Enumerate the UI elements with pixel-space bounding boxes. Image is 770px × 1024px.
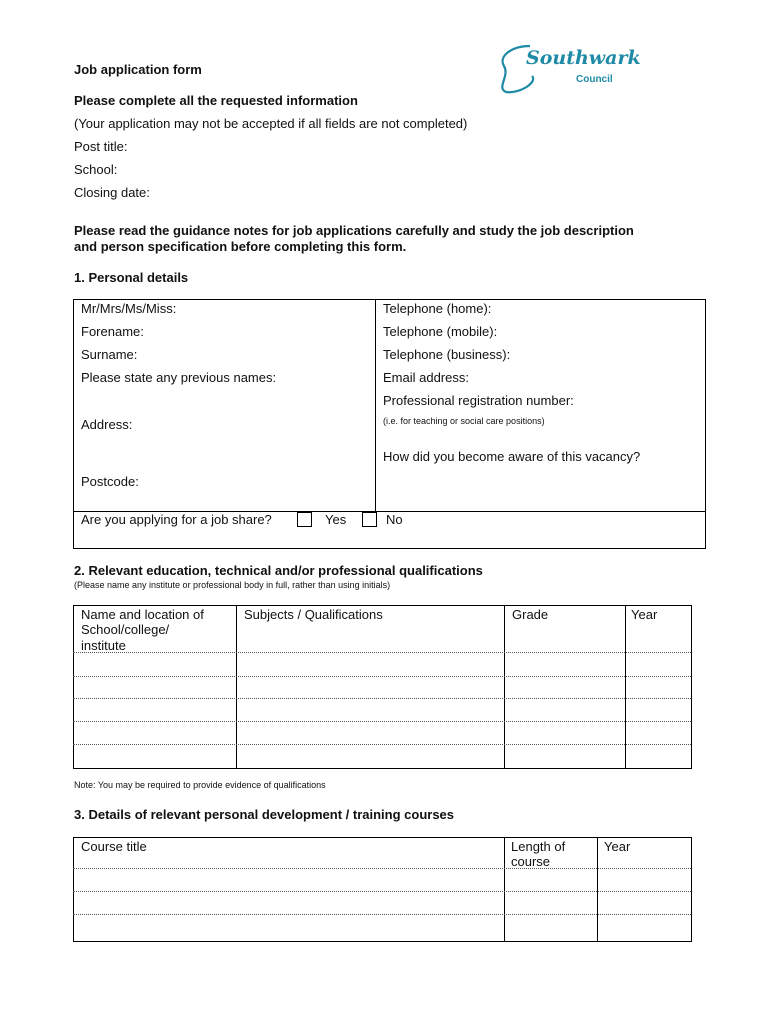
training-col-divider <box>597 837 598 941</box>
qualifications-row-line <box>73 652 691 653</box>
job-share-no-label: No <box>386 512 403 527</box>
training-heading: 3. Details of relevant personal development / training courses <box>74 807 455 822</box>
qualifications-row-line <box>73 721 691 722</box>
course-length-column-header-line1: Length of <box>511 839 566 854</box>
qualifications-row-line <box>73 676 691 677</box>
email-field[interactable]: Email address: <box>383 370 469 385</box>
title-field[interactable]: Mr/Mrs/Ms/Miss: <box>81 301 177 316</box>
job-share-question: Are you applying for a job share? <box>81 512 272 527</box>
institute-column-header-line2: School/college/ <box>81 622 170 637</box>
form-title: Job application form <box>74 62 202 77</box>
forename-field[interactable]: Forename: <box>81 324 144 339</box>
registration-number-field[interactable]: Professional registration number: <box>383 393 574 408</box>
personal-details-heading: 1. Personal details <box>74 270 189 285</box>
qualifications-footnote: Note: You may be required to provide evidence of qualifications <box>74 780 326 790</box>
logo-wordmark: Southwark <box>526 47 641 69</box>
qualifications-row-line <box>73 698 691 699</box>
surname-field[interactable]: Surname: <box>81 347 138 362</box>
completion-note: (Your application may not be accepted if all fields are not completed) <box>74 116 468 131</box>
previous-names-field[interactable]: Please state any previous names: <box>81 370 277 385</box>
postcode-field[interactable]: Postcode: <box>81 474 139 489</box>
job-share-yes-checkbox[interactable] <box>297 512 312 527</box>
telephone-business-field[interactable]: Telephone (business): <box>383 347 511 362</box>
training-row-line <box>73 891 691 892</box>
course-title-column-header: Course title <box>81 839 147 854</box>
job-share-no-checkbox[interactable] <box>362 512 377 527</box>
training-year-column-header: Year <box>604 839 631 854</box>
telephone-mobile-field[interactable]: Telephone (mobile): <box>383 324 498 339</box>
institute-column-header-line1: Name and location of <box>81 607 204 622</box>
training-table <box>73 837 692 942</box>
guidance-line-1: Please read the guidance notes for job applications carefully and study the job description <box>74 223 634 238</box>
year-column-header: Year <box>631 607 658 622</box>
training-row-line <box>73 868 691 869</box>
school-label: School: <box>74 162 118 177</box>
course-length-column-header-line2: course <box>511 854 551 869</box>
closing-date-label: Closing date: <box>74 185 150 200</box>
logo-subtext: Council <box>576 74 613 85</box>
subjects-column-header: Subjects / Qualifications <box>244 607 383 622</box>
qualifications-subnote: (Please name any institute or professional body in full, rather than using initials) <box>74 580 391 590</box>
personal-details-divider <box>375 299 376 511</box>
post-title-label: Post title: <box>74 139 128 154</box>
qualifications-row-line <box>73 744 691 745</box>
institute-column-header-line3: institute <box>81 638 126 653</box>
training-col-divider <box>504 837 505 941</box>
qualifications-heading: 2. Relevant education, technical and/or professional qualifications <box>74 563 483 578</box>
telephone-home-field[interactable]: Telephone (home): <box>383 301 492 316</box>
training-row-line <box>73 914 691 915</box>
guidance-line-2: and person specification before completing this form. <box>74 239 407 254</box>
job-share-yes-label: Yes <box>325 512 347 527</box>
southwark-council-logo <box>490 36 641 100</box>
vacancy-source-field[interactable]: How did you become aware of this vacancy? <box>383 449 641 464</box>
instructions-heading: Please complete all the requested information <box>74 93 358 108</box>
grade-column-header: Grade <box>512 607 549 622</box>
registration-note: (i.e. for teaching or social care positions) <box>383 416 545 426</box>
address-field[interactable]: Address: <box>81 417 133 432</box>
